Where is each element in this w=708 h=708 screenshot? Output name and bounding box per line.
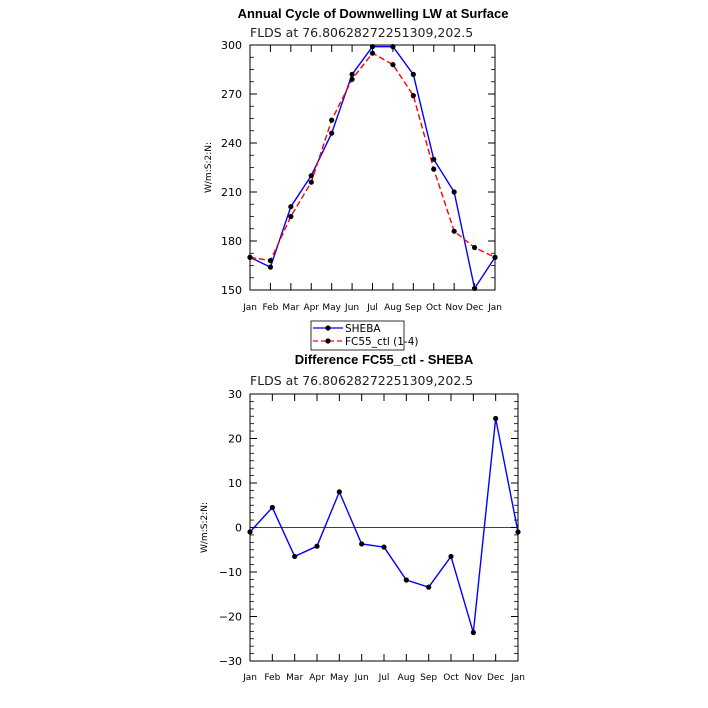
chart-1-series-1-point bbox=[268, 258, 273, 263]
chart-2-series-0-point bbox=[292, 554, 297, 559]
legend-label-fc55: FC55_ctl (1-4) bbox=[345, 336, 419, 348]
chart-1-y-tick-label: 300 bbox=[221, 39, 242, 52]
chart-1-y-tick-label: 210 bbox=[221, 186, 242, 199]
chart-2-subtitle: FLDS at 76.80628272251309,202.5 bbox=[250, 373, 474, 388]
chart-1-x-tick-label: Sep bbox=[404, 303, 422, 313]
chart-2-series-0-point bbox=[426, 585, 431, 590]
chart-2-y-tick-label: −30 bbox=[218, 655, 242, 668]
chart-1-series-0-point bbox=[329, 131, 334, 136]
chart-2-series-0-point bbox=[314, 544, 319, 549]
legend-marker-sheba bbox=[325, 325, 330, 330]
chart-1-x-tick-label: Apr bbox=[303, 303, 320, 313]
chart-2-x-tick-label: Apr bbox=[309, 673, 325, 683]
chart-2-x-tick-label: Oct bbox=[443, 673, 459, 683]
chart-2-y-tick-label: 10 bbox=[228, 477, 242, 490]
chart-2-x-tick-label: Mar bbox=[286, 673, 304, 683]
chart-1-series-1-point bbox=[329, 118, 334, 123]
chart-1-series-1-point bbox=[390, 62, 395, 67]
chart-2-series-0-point bbox=[493, 416, 498, 421]
chart-2 bbox=[200, 352, 525, 683]
legend-marker-fc55 bbox=[325, 338, 330, 343]
chart-1-x-tick-label: Jul bbox=[367, 303, 378, 313]
chart-2-series-0-point bbox=[381, 544, 386, 549]
chart-1-legend bbox=[311, 321, 418, 350]
chart-1-series-1-point bbox=[411, 93, 416, 98]
chart-2-x-tick-label: Jan bbox=[243, 673, 257, 683]
chart-1-series-line-1 bbox=[250, 53, 495, 260]
chart-1-series-0-point bbox=[472, 286, 477, 291]
chart-1-x-tick-label: May bbox=[322, 303, 341, 313]
chart-2-series-0-point bbox=[247, 529, 252, 534]
chart-2-series-0-point bbox=[359, 541, 364, 546]
chart-1-series-1-point bbox=[492, 255, 497, 260]
chart-1-series-0-point bbox=[309, 173, 314, 178]
chart-1-x-tick-label: Jun bbox=[345, 303, 360, 313]
chart-1-x-tick-label: Jan bbox=[243, 303, 257, 313]
chart-1-x-tick-label: Aug bbox=[384, 303, 402, 313]
chart-2-y-tick-label: 30 bbox=[228, 388, 242, 401]
chart-1-series-0-point bbox=[370, 44, 375, 49]
chart-2-x-tick-label: Jul bbox=[378, 673, 390, 683]
chart-2-x-tick-label: Jun bbox=[354, 673, 369, 683]
chart-2-x-tick-label: Sep bbox=[420, 673, 438, 683]
chart-1-series-1-point bbox=[431, 167, 436, 172]
chart-2-x-tick-label: Feb bbox=[264, 673, 281, 683]
chart-1-title: Annual Cycle of Downwelling LW at Surface bbox=[237, 6, 509, 21]
chart-1-series-line-0 bbox=[250, 47, 495, 289]
chart-1-x-tick-label: Feb bbox=[262, 303, 279, 313]
chart-2-series-0-point bbox=[515, 529, 520, 534]
chart-2-x-tick-label: Nov bbox=[464, 673, 483, 683]
chart-1-series-1-point bbox=[247, 255, 252, 260]
chart-1-x-tick-label: Mar bbox=[282, 303, 300, 313]
chart-1-series-0-point bbox=[390, 44, 395, 49]
chart-2-y-tick-label: 20 bbox=[228, 432, 242, 446]
chart-1-y-axis-label: W/m:S:2:N: bbox=[204, 142, 214, 193]
chart-1-x-tick-label: Jan bbox=[488, 303, 502, 313]
chart-1-series-0-point bbox=[431, 157, 436, 162]
chart-1-series-0-point bbox=[452, 189, 457, 194]
chart-2-y-tick-label: 0 bbox=[235, 521, 242, 535]
chart-2-x-tick-label: May bbox=[330, 673, 349, 683]
chart-1-y-tick-label: 180 bbox=[221, 235, 242, 248]
chart-2-y-tick-label: −20 bbox=[218, 610, 242, 624]
chart-1-plot-frame bbox=[250, 45, 495, 290]
chart-2-series-0-point bbox=[448, 554, 453, 559]
chart-2-series-0-point bbox=[337, 489, 342, 494]
legend-label-sheba: SHEBA bbox=[345, 323, 381, 335]
chart-2-y-axis-label: W/m:S:2:N: bbox=[200, 502, 210, 553]
chart-1-y-tick-label: 240 bbox=[221, 137, 242, 150]
chart-1-series-0-point bbox=[268, 265, 273, 270]
chart-1-x-tick-label: Dec bbox=[465, 303, 484, 313]
chart-2-series-0-point bbox=[270, 505, 275, 510]
chart-2-series-line-0 bbox=[250, 418, 518, 632]
chart-2-x-tick-label: Dec bbox=[486, 673, 505, 683]
chart-2-series-0-point bbox=[404, 577, 409, 582]
chart-1-series-0-point bbox=[411, 72, 416, 77]
chart-2-y-tick-label: −10 bbox=[218, 566, 242, 579]
chart-2-x-tick-label: Aug bbox=[397, 673, 416, 683]
chart-1-series-0-point bbox=[349, 72, 354, 77]
chart-1-series-1-point bbox=[370, 51, 375, 56]
chart-1-x-tick-label: Oct bbox=[425, 303, 442, 313]
chart-2-title: Difference FC55_ctl - SHEBA bbox=[294, 352, 474, 367]
chart-1-series-1-point bbox=[452, 229, 457, 234]
chart-1-y-tick-label: 150 bbox=[221, 284, 242, 297]
chart-1 bbox=[204, 6, 508, 350]
chart-1-x-tick-label: Nov bbox=[445, 303, 463, 313]
chart-2-series-0-point bbox=[471, 630, 476, 635]
chart-1-series-1-point bbox=[349, 77, 354, 82]
chart-1-series-1-point bbox=[288, 214, 293, 219]
chart-1-y-tick-label: 270 bbox=[221, 88, 242, 101]
chart-1-subtitle: FLDS at 76.80628272251309,202.5 bbox=[250, 25, 474, 40]
chart-2-x-tick-label: Jan bbox=[511, 673, 525, 683]
chart-1-series-0-point bbox=[288, 204, 293, 209]
chart-1-series-1-point bbox=[309, 180, 314, 185]
chart-1-series-1-point bbox=[472, 245, 477, 250]
